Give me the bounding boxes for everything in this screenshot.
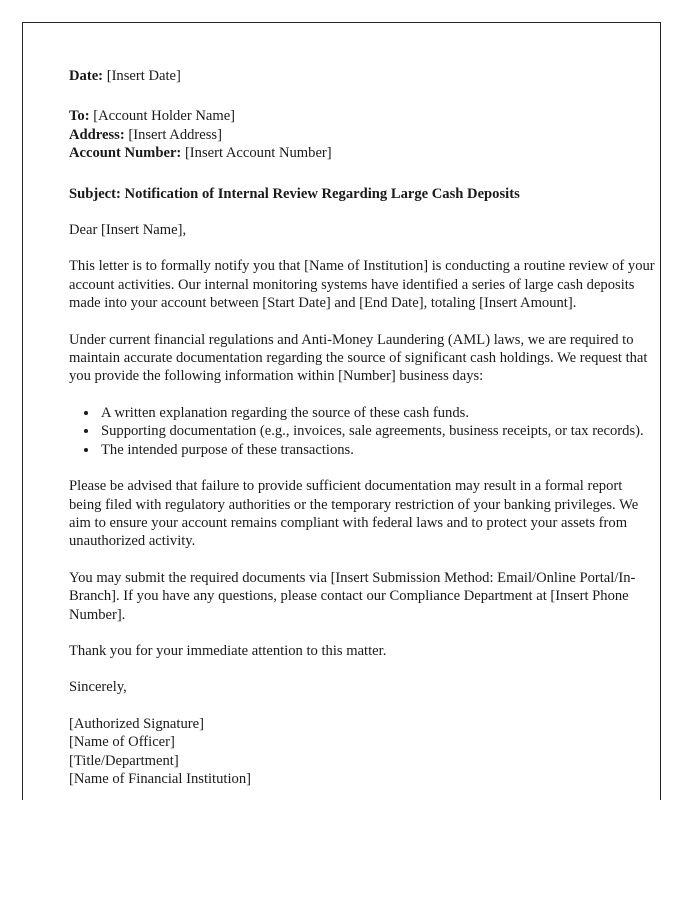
- salutation: Dear [Insert Name],: [69, 222, 187, 239]
- recipient-value: [Account Holder Name]: [93, 108, 236, 125]
- spacer: [69, 697, 657, 715]
- spacer: [69, 313, 657, 331]
- signature-line: [Authorized Signature]: [69, 715, 204, 732]
- requested-items-list: [69, 404, 657, 459]
- account-number-value: [Insert Account Number]: [184, 145, 332, 162]
- page-frame: [22, 22, 661, 800]
- letter-body: [69, 67, 657, 788]
- spacer: [69, 85, 657, 107]
- spacer: [69, 459, 657, 477]
- paragraph-notification: This letter is to formally notify you that [Name of Institution] is conducting a routine review of your account activities. Our internal monitoring systems have identified a series of large cash deposits made into your account between [Start Date] and [End Date], totaling [Insert Amount].: [69, 258, 655, 312]
- spacer: [69, 163, 657, 185]
- paragraph-thanks: Thank you for your immediate attention to this matter.: [69, 642, 387, 659]
- paragraph-advisory: Please be advised that failure to provide sufficient documentation may result in a formal report being filed with regulatory authorities or the temporary restriction of your banking privileges. We aim to ensure your account remains compliant with federal laws and to protect your assets from unauthorized activity.: [69, 478, 639, 550]
- list-item: • The intended purpose of these transactions.: [99, 441, 657, 459]
- date-label: Date:: [69, 68, 104, 84]
- account-number-label: Account Number:: [69, 145, 182, 162]
- date-value: [Insert Date]: [106, 68, 181, 84]
- recipient-line: [69, 107, 657, 125]
- list-item: • A written explanation regarding the source of these cash funds.: [99, 404, 657, 422]
- date-line: [69, 67, 657, 85]
- address-label: Address:: [69, 126, 125, 143]
- spacer: [69, 239, 657, 257]
- address-value: [Insert Address]: [128, 126, 222, 143]
- institution-name-line: [Name of Financial Institution]: [69, 770, 251, 787]
- spacer: [69, 551, 657, 569]
- spacer: [69, 624, 657, 642]
- subject-line: Subject: Notification of Internal Review Regarding Large Cash Deposits: [69, 185, 520, 202]
- title-department-line: [Title/Department]: [69, 752, 179, 769]
- paragraph-submission: You may submit the required documents via [Insert Submission Method: Email/Online Portal/In-Branch]. If you have any questions, please contact our Compliance Department at [Insert Phone Number].: [69, 569, 636, 623]
- account-number-line: [69, 144, 657, 162]
- closing: Sincerely,: [69, 679, 127, 696]
- address-line: [69, 126, 657, 144]
- spacer: [69, 203, 657, 221]
- recipient-label: To:: [69, 108, 90, 125]
- list-item: • Supporting documentation (e.g., invoices, sale agreements, business receipts, or tax records).: [99, 422, 657, 440]
- spacer: [69, 386, 657, 404]
- spacer: [69, 660, 657, 678]
- paragraph-regulations: Under current financial regulations and Anti-Money Laundering (AML) laws, we are required to maintain accurate documentation regarding the source of significant cash holdings. We request that you provide the following information within [Number] business days:: [69, 331, 648, 385]
- officer-name-line: [Name of Officer]: [69, 734, 175, 751]
